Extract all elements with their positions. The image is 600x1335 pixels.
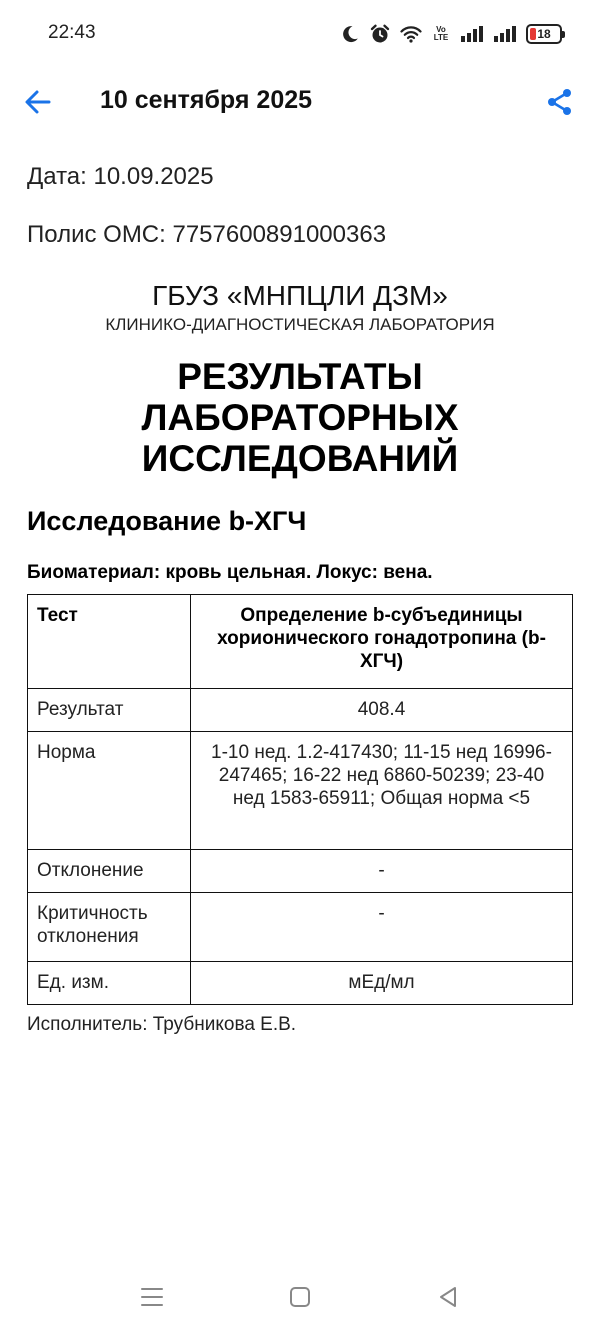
performer-line: Исполнитель: Трубникова Е.В. [27,1014,297,1035]
table-cell-value: - [191,850,573,893]
volte-icon [431,26,451,42]
signal-icon-sim2 [493,25,517,43]
table-row-criticality [28,893,573,962]
lab-report [27,150,573,1037]
moon-icon [340,24,360,44]
triangle-back-icon [436,1285,460,1309]
table-row-result [28,689,573,732]
page-title: 10 сентября 2025 [100,86,313,114]
nav-home-button[interactable] [280,1277,320,1317]
home-square-icon [288,1285,312,1309]
signal-icon-sim1 [460,25,484,43]
table-cell-label: Норма [28,732,191,850]
table-cell-value: 1-10 нед. 1.2-417430; 11-15 нед 16996-247465; 16-22 нед 6860-50239; 23-40 нед 1583-65911; Общая норма <5 [191,732,573,850]
report-date: Дата: 10.09.2025 [27,163,214,190]
share-icon [545,87,575,117]
table-row-unit [28,962,573,1005]
table-cell-value: - [191,893,573,962]
status-bar [0,0,600,70]
table-header-label: Тест [28,595,191,689]
oms-policy: Полис ОМС: 7757600891000363 [27,221,387,248]
battery-cap [562,31,565,38]
table-row-norm [28,732,573,850]
organization-name: ГБУЗ «МНПЦЛИ ДЗМ» [152,280,448,311]
table-cell-value: 408.4 [191,689,573,732]
share-button[interactable] [540,82,580,122]
study-title: Исследование b-ХГЧ [27,506,307,536]
battery-level: 18 [537,27,551,41]
status-icons [340,22,562,46]
table-cell-value: мЕд/мл [191,962,573,1005]
alarm-icon [369,23,391,45]
results-table [27,594,573,1005]
organization-department: КЛИНИКО-ДИАГНОСТИЧЕСКАЯ ЛАБОРАТОРИЯ [105,315,495,334]
arrow-back-icon [23,87,53,117]
table-cell-label: Ед. изм. [28,962,191,1005]
table-row-deviation [28,850,573,893]
table-header-row [28,595,573,689]
biomaterial-line: Биоматериал: кровь цельная. Локус: вена. [27,562,433,583]
system-nav-bar [0,1263,600,1335]
menu-icon [139,1285,165,1309]
volte-bottom-text: LTE [433,33,449,42]
table-cell-label: Критичность отклонения [28,893,191,962]
table-cell-label: Результат [28,689,191,732]
wifi-icon [400,25,422,43]
report-title: РЕЗУЛЬТАТЫ ЛАБОРАТОРНЫХ ИССЛЕДОВАНИЙ [141,356,459,479]
volte-top-text: Vo [436,25,446,34]
battery-icon [526,24,562,44]
back-button[interactable] [18,82,58,122]
table-cell-label: Отклонение [28,850,191,893]
status-time: 22:43 [48,22,96,43]
table-header-value: Определение b-субъединицы хорионического гонадотропина (b-ХГЧ) [191,595,573,689]
nav-menu-button[interactable] [132,1277,172,1317]
nav-back-button[interactable] [428,1277,468,1317]
app-bar [0,70,600,134]
